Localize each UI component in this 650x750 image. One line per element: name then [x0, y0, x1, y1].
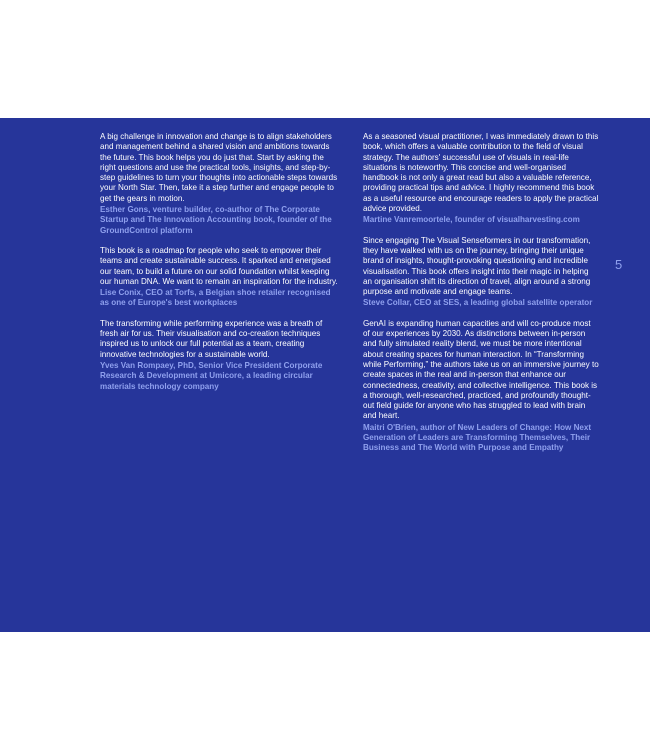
testimonial — [100, 132, 340, 236]
testimonial — [100, 246, 340, 309]
testimonial-text: The transforming while performing experience was a breath of fresh air for us. Their visualisation and co-creation techniques inspired us to unlock our full potential as a team, creating innovative technologies for a sustainable world. — [100, 318, 323, 359]
testimonial-text: A big challenge in innovation and change is to align stakeholders and management behind a shared vision and ambitions towards the future. This book helps you do just that. Start by asking the right questions and use the practical tools, insights, and step-by-step guidelines to turn your thoughts into actionable steps towards your North Star. Then, take it a step further and engage people to get the gears in motion. — [100, 132, 338, 203]
testimonial — [100, 319, 340, 392]
testimonial-attribution: Lise Conix, CEO at Torfs, a Belgian shoe retailer recognised as one of Europe's best workplaces — [100, 288, 331, 308]
testimonial-attribution: Maitri O'Brien, author of New Leaders of Change: How Next Generation of Leaders are Transforming Themselves, Their Business and The World with Purpose and Empathy — [363, 422, 592, 453]
testimonials-right-column — [363, 132, 599, 464]
testimonial-attribution: Esther Gons, venture builder, co-author of The Corporate Startup and The Innovation Accounting book, founder of the GroundControl platform — [100, 205, 332, 235]
testimonial-attribution: Yves Van Rompaey, PhD, Senior Vice President Corporate Research & Development at Umicore, a leading circular materials technology company — [100, 360, 323, 391]
testimonial-attribution: Steve Collar, CEO at SES, a leading global satellite operator — [363, 298, 593, 308]
testimonial-text: GenAI is expanding human capacities and will co-produce most of our experiences by 2030. As distinctions between in-person and fully simulated reality blend, we must be more intentional about creating spaces for human interaction. In “Transforming while Performing,” the authors take us on an immersive journey to create spaces in the real and in-person that enhance our connectedness, creativity, and collective intelligence. This book is a thorough, well-researched, practiced, and profoundly thought-out field guide for anyone who has struggled to lead with brain and heart. — [363, 318, 599, 421]
testimonials-left-column — [100, 132, 340, 402]
testimonial — [363, 319, 599, 454]
testimonial-text: This book is a roadmap for people who seek to empower their teams and create sustainable success. It sparked and energised our team, to build a future on our solid foundation whilst keeping our human DNA. We want to remain an inspiration for the industry. — [100, 245, 338, 286]
testimonial-attribution: Martine Vanremoortele, founder of visualharvesting.com — [363, 215, 580, 225]
testimonial-text: Since engaging The Visual Senseformers in our transformation, they have walked with us on the journey, bringing their unique brand of insights, thought-provoking questioning and incredible visualisation. This book offers insight into their magic in helping an organisation shift its direction of travel, align around a strong purpose and motivate and engage teams. — [363, 235, 591, 297]
testimonial — [363, 132, 599, 226]
testimonial-text: As a seasoned visual practitioner, I was immediately drawn to this book, which offers a valuable contribution to the field of visual strategy. The authors' successful use of visuals in real-life situations is noteworthy. This concise and well-organised handbook is not only a great read but also a valuable reference, providing practical tips and advice. I highly recommend this book as a useful resource and encourage readers to apply the practical advice provided. — [363, 132, 599, 214]
page-number: 5 — [615, 257, 623, 272]
testimonial — [363, 236, 599, 309]
